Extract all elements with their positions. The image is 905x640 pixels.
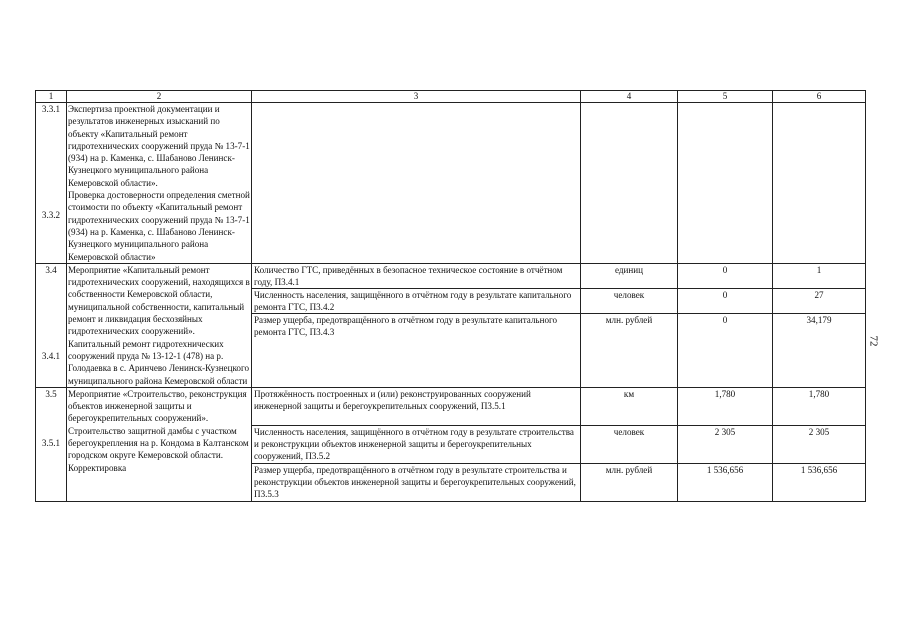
value-cell (773, 103, 866, 264)
document-table (35, 90, 866, 502)
plan-value: 0 (678, 264, 772, 289)
plan-value: 1,780 (678, 388, 772, 426)
measure-description-cell (67, 387, 252, 501)
unit-cell (581, 387, 678, 501)
header-cell: 5 (678, 91, 773, 103)
item-number: 3.4.1 (41, 351, 61, 362)
actual-value: 27 (773, 289, 865, 314)
measure-text: Мероприятие «Строительство, реконструкция объектов инженерной защиты и берегоукрепительных сооружений». (68, 388, 247, 424)
value-cell (678, 387, 773, 501)
unit-value: млн. рублей (605, 314, 653, 325)
item-number: 3.3.1 (41, 104, 61, 114)
indicator-name: Протяжённость построенных и (или) реконструированных сооружений инженерной защиты и берегоукрепительных сооружений, П3.5.1 (252, 388, 580, 426)
plan-value: 0 (678, 289, 772, 314)
value-cell (773, 387, 866, 501)
unit-value: млн. рублей (605, 464, 653, 475)
plan-value: 1 536,656 (706, 464, 744, 475)
actual-value: 1 536,656 (800, 464, 838, 475)
indicator-name: Размер ущерба, предотвращённого в отчётном году в результате строительства и реконструкции объектов инженерной защиты и берегоукрепительных сооружений, П3.5.3 (254, 464, 576, 500)
item-number-cell (36, 103, 67, 264)
item-number: 3.3.2 (41, 210, 61, 221)
unit-value: единиц (581, 264, 677, 289)
table-row (36, 263, 866, 387)
measure-text: Экспертиза проектной документации и результатов инженерных изысканий по объекту «Капитальный ремонт гидротехнических сооружений пруда № 13-7-1 (934) на р. Каменка, с. Шабаново Ленинск-Кузнецкого муниципального района Кемеровской области». (68, 104, 250, 188)
indicator-name: Количество ГТС, приведённых в безопасное техническое состояние в отчётном году, П3.4.1 (252, 264, 580, 289)
unit-value: человек (581, 426, 677, 464)
indicator-name: Размер ущерба, предотвращённого в отчётном году в результате капитального ремонта ГТС, П3.4.3 (254, 314, 558, 338)
item-number: 3.5 (45, 388, 57, 399)
unit-value: км (581, 388, 677, 426)
header-cell: 4 (581, 91, 678, 103)
measure-text: Мероприятие «Капитальный ремонт гидротехнических сооружений, находящихся в собственности Кемеровской области, муниципальной собственности, капитальный ремонт и ликвидация бесхозяйных гидротехнических сооружений». (68, 264, 250, 337)
header-cell: 3 (252, 91, 581, 103)
actual-value: 2 305 (773, 426, 865, 464)
measure-text: Проверка достоверности определения сметной стоимости по объекту «Капитальный ремонт гидротехнических сооружений пруда № 13-7-1 (934) на р. Каменка, с. Шабаново Ленинск-Кузнецкого муниципального района Кемеровской области» (68, 190, 250, 262)
indicator-name: Численность населения, защищённого в отчётном году в результате капитального ремонта ГТС, П3.4.2 (252, 289, 580, 314)
unit-cell (581, 103, 678, 264)
measure-text: Строительство защитной дамбы с участком берегоукрепления на р. Кондома в Калтанском городском округе Кемеровской области. Корректировка (68, 425, 249, 473)
measure-description-cell (67, 103, 252, 264)
value-cell (773, 263, 866, 387)
unit-value: человек (581, 289, 677, 314)
indicator-cell (252, 103, 581, 264)
measure-description-cell (67, 263, 252, 387)
actual-value: 34,179 (806, 314, 832, 325)
header-cell: 6 (773, 91, 866, 103)
header-cell: 2 (67, 91, 252, 103)
header-row (36, 91, 866, 103)
value-cell (678, 263, 773, 387)
item-number-cell (36, 263, 67, 387)
header-cell: 1 (36, 91, 67, 103)
table-row (36, 103, 866, 264)
unit-cell (581, 263, 678, 387)
item-number: 3.4 (45, 264, 57, 275)
indicator-cell (252, 263, 581, 387)
table-row (36, 387, 866, 501)
item-number: 3.5.1 (41, 438, 61, 449)
indicator-cell (252, 387, 581, 501)
plan-value: 2 305 (678, 426, 772, 464)
measure-text: Капитальный ремонт гидротехнических сооружений пруда № 13-12-1 (478) на р. Голодаевка в с. Аринчево Ленинск-Кузнецкого муниципального района Кемеровской области (68, 338, 250, 386)
indicator-name: Численность населения, защищённого в отчётном году в результате строительства и реконструкции объектов инженерной защиты и берегоукрепительных сооружений, П3.5.2 (252, 426, 580, 464)
page-number: 72 (867, 335, 880, 347)
item-number-cell (36, 387, 67, 501)
value-cell (678, 103, 773, 264)
actual-value: 1,780 (773, 388, 865, 426)
plan-value: 0 (722, 314, 728, 325)
actual-value: 1 (773, 264, 865, 289)
